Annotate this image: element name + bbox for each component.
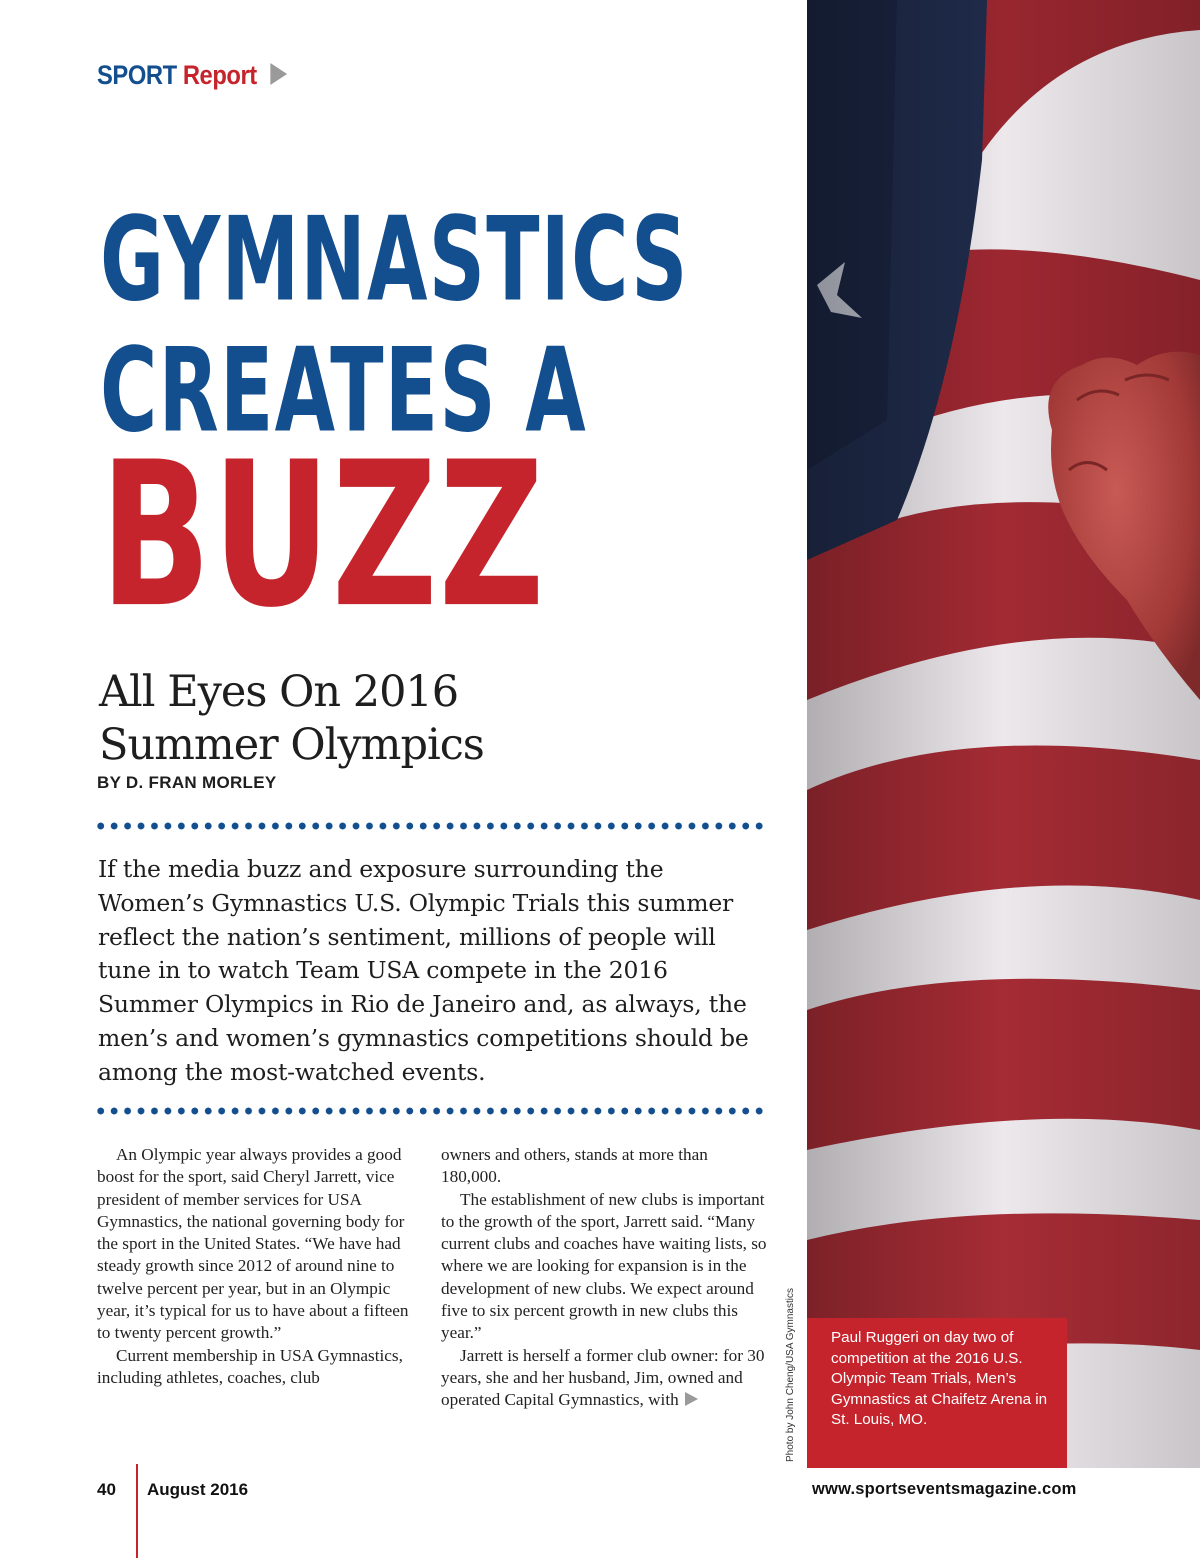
feature-photo	[807, 0, 1200, 1468]
body-paragraph	[441, 1345, 767, 1412]
body-column-1	[97, 1144, 417, 1389]
footer-divider	[136, 1464, 138, 1558]
photo-caption: Paul Ruggeri on day two of competition at the 2016 U.S. Olympic Team Trials, Men’s Gymnastics at Chaifetz Arena in St. Louis, MO.	[807, 1318, 1067, 1468]
lede-paragraph: If the media buzz and exposure surrounding the Women’s Gymnastics U.S. Olympic Trials this summer reflect the nation’s sentiment, millions of people will tune in to watch Team USA compete in the 2016 Summer Olympics in Rio de Janeiro and, as always, the men’s and women’s gymnastics competitions should be among the most-watched events.	[98, 855, 749, 1086]
byline: BY D. FRAN MORLEY	[97, 773, 277, 792]
body-column-2	[441, 1144, 767, 1412]
dotted-divider-top	[94, 821, 766, 831]
issue-date: August 2016	[147, 1480, 249, 1499]
subheadline	[99, 666, 484, 772]
body-paragraph: The establishment of new clubs is important to the growth of the sport, Jarrett said. “Many current clubs and coaches have waiting lists, so where we are looking for expansion is in the development of new clubs. We expect around five to six percent growth in new clubs this year.”	[441, 1189, 767, 1343]
dotted-divider-bottom	[94, 1106, 766, 1116]
headline-line-3: BUZZ	[100, 419, 546, 652]
website-url: www.sportseventsmagazine.com	[812, 1480, 1077, 1498]
subheadline-line-1: All Eyes On 2016	[99, 667, 459, 717]
photo-credit: Photo by John Cheng/USA Gymnastics	[785, 1288, 796, 1462]
subheadline-line-2: Summer Olympics	[99, 720, 484, 770]
section-tag-secondary: Report	[182, 60, 257, 90]
body-paragraph: Current membership in USA Gymnastics, including athletes, coaches, club	[97, 1345, 403, 1387]
body-paragraph: owners and others, stands at more than 180,000.	[441, 1145, 708, 1187]
section-tag-primary: SPORT	[97, 60, 177, 90]
body-paragraph: An Olympic year always provides a good boost for the sport, said Cheryl Jarrett, vice president of member services for USA Gymnastics, the national governing body for the sport in the United States. “We have had steady growth since 2012 of around nine to twelve percent per year, but in an Olympic year, it’s typical for us to have about a fifteen to twenty percent growth.”	[97, 1145, 409, 1343]
continue-arrow-icon	[685, 1392, 698, 1406]
headline-line-1: GYMNASTICS	[100, 191, 689, 328]
section-tag	[97, 60, 287, 91]
headline-line-2: CREATES A	[100, 322, 587, 459]
section-arrow-icon	[270, 63, 287, 85]
flag-photo-image	[807, 0, 1200, 1468]
body-paragraph-text: Jarrett is herself a former club owner: for 30 years, she and her husband, Jim, owned and operated Capital Gymnastics, with	[441, 1345, 765, 1410]
page-number: 40	[97, 1480, 116, 1499]
